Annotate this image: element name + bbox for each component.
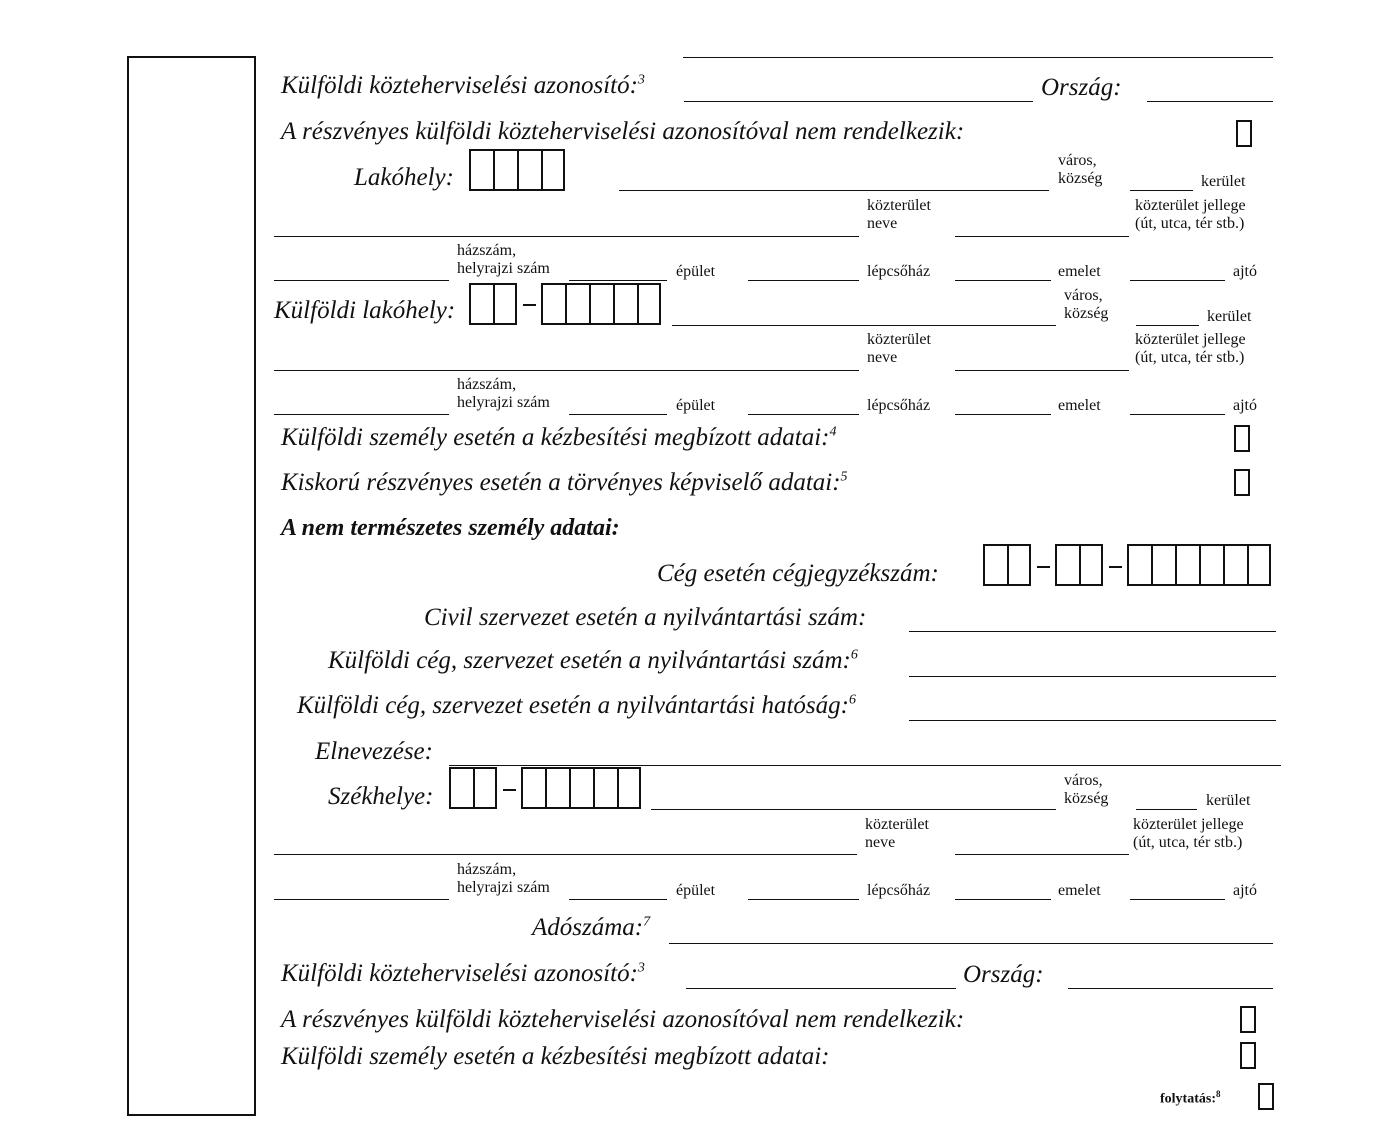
street-name-label: közterület neve: [867, 331, 931, 367]
residence-door-field[interactable]: [1130, 280, 1225, 281]
entity-delivery-agent-checkbox[interactable]: [1240, 1042, 1256, 1069]
left-margin-box: [127, 56, 256, 1116]
minor-rep-checkbox[interactable]: [1234, 469, 1250, 496]
no-foreign-tax-id-label: A részvényes külföldi közteherviselési azonosítóval nem rendelkezik:: [281, 118, 965, 145]
city-label: város, község: [1058, 152, 1103, 188]
legal-entity-heading: A nem természetes személy adatai:: [281, 515, 620, 541]
seat-building-field[interactable]: [569, 899, 667, 900]
continuation-checkbox[interactable]: [1258, 1083, 1274, 1110]
seat-label: Székhelye:: [328, 783, 434, 810]
seat-door-field[interactable]: [1130, 899, 1225, 900]
foreign-residence-district-field[interactable]: [1136, 325, 1199, 326]
district-label: kerület: [1201, 173, 1246, 190]
country-label: Ország:: [1041, 74, 1122, 101]
foreign-residence-country-boxes[interactable]: [469, 283, 517, 325]
seat-staircase-field[interactable]: [748, 899, 859, 900]
building-label: épület: [676, 263, 716, 280]
foreign-residence-street-type-field[interactable]: [955, 370, 1129, 371]
street-type-label: közterület jellege (út, utca, tér stb.): [1135, 331, 1246, 367]
foreign-residence-floor-field[interactable]: [955, 414, 1051, 415]
country-field[interactable]: [1147, 101, 1273, 102]
residence-postcode-boxes[interactable]: [469, 149, 565, 191]
door-label: ajtó: [1233, 397, 1257, 414]
foreign-tax-id-label: Külföldi közteherviselési azonosító:$^3$: [281, 72, 645, 99]
tax-number-field[interactable]: [669, 943, 1273, 944]
door-label: ajtó: [1233, 882, 1257, 899]
seat-street-name-field[interactable]: [274, 854, 857, 855]
minor-rep-label: Kiskorú részvényes esetén a törvényes képviselő adatai:$^5$: [281, 469, 848, 496]
staircase-label: lépcsőház: [867, 882, 931, 899]
residence-street-name-field[interactable]: [274, 236, 859, 237]
foreign-residence-label: Külföldi lakóhely:: [274, 297, 456, 324]
residence-house-no-field[interactable]: [274, 280, 449, 281]
foreign-residence-city-field[interactable]: [672, 325, 1056, 326]
house-no-label: házszám, helyrajzi szám: [457, 376, 550, 412]
seat-country-boxes[interactable]: [449, 767, 497, 809]
street-name-label: közterület neve: [865, 816, 929, 852]
foreign-residence-staircase-field[interactable]: [748, 414, 859, 415]
dash: [1037, 566, 1050, 568]
residence-district-field[interactable]: [1130, 190, 1193, 191]
dash: [503, 789, 516, 791]
foreign-reg-no-field[interactable]: [909, 676, 1276, 677]
foreign-residence-building-field[interactable]: [569, 414, 667, 415]
company-reg-number-boxes[interactable]: [1127, 544, 1271, 586]
seat-city-field[interactable]: [651, 809, 1056, 810]
city-label: város, község: [1064, 287, 1109, 323]
foreign-reg-auth-label: Külföldi cég, szervezet esetén a nyilvántartási hatóság:$^6$: [297, 692, 856, 719]
company-reg-type-boxes[interactable]: [1055, 544, 1103, 586]
entity-no-foreign-tax-id-checkbox[interactable]: [1240, 1006, 1256, 1033]
district-label: kerület: [1206, 792, 1251, 809]
foreign-reg-auth-field[interactable]: [909, 720, 1276, 721]
residence-staircase-field[interactable]: [748, 280, 859, 281]
company-reg-label: Cég esetén cégjegyzékszám:: [657, 560, 939, 587]
foreign-residence-street-name-field[interactable]: [274, 370, 859, 371]
entity-delivery-agent-label: Külföldi személy esetén a kézbesítési megbízott adatai:: [281, 1043, 830, 1070]
delivery-agent-checkbox[interactable]: [1234, 425, 1250, 452]
residence-street-type-field[interactable]: [955, 236, 1129, 237]
foreign-tax-id-field[interactable]: [684, 101, 1033, 102]
residence-building-field[interactable]: [569, 280, 667, 281]
building-label: épület: [676, 397, 716, 414]
entity-country-field[interactable]: [1068, 988, 1273, 989]
staircase-label: lépcsőház: [867, 397, 931, 414]
residence-label: Lakóhely:: [354, 164, 454, 191]
seat-street-type-field[interactable]: [955, 854, 1129, 855]
entity-foreign-tax-id-label: Külföldi közteherviselési azonosító:$^3$: [281, 960, 645, 987]
civil-reg-field[interactable]: [909, 631, 1276, 632]
foreign-reg-no-label: Külföldi cég, szervezet esetén a nyilvántartási szám:$^6$: [328, 647, 858, 674]
name-label: Elnevezése:: [315, 738, 433, 765]
seat-postcode-boxes[interactable]: [521, 767, 641, 809]
top-line: [683, 57, 1273, 58]
floor-label: emelet: [1058, 882, 1101, 899]
city-label: város, község: [1064, 772, 1109, 808]
entity-no-foreign-tax-id-label: A részvényes külföldi közteherviselési azonosítóval nem rendelkezik:: [281, 1006, 965, 1033]
building-label: épület: [676, 882, 716, 899]
district-label: kerület: [1207, 308, 1252, 325]
seat-district-field[interactable]: [1136, 809, 1197, 810]
company-reg-court-boxes[interactable]: [983, 544, 1031, 586]
house-no-label: házszám, helyrajzi szám: [457, 242, 550, 278]
floor-label: emelet: [1058, 263, 1101, 280]
staircase-label: lépcsőház: [867, 263, 931, 280]
continuation-label: folytatás:$^8$: [1160, 1089, 1221, 1107]
street-name-label: közterület neve: [867, 197, 931, 233]
foreign-residence-door-field[interactable]: [1130, 414, 1225, 415]
tax-number-label: Adószáma:$^7$: [532, 914, 651, 941]
seat-house-no-field[interactable]: [274, 899, 449, 900]
entity-country-label: Ország:: [963, 961, 1044, 988]
name-field[interactable]: [449, 765, 1281, 766]
foreign-residence-postcode-boxes[interactable]: [541, 283, 661, 325]
residence-floor-field[interactable]: [955, 280, 1051, 281]
civil-reg-label: Civil szervezet esetén a nyilvántartási szám:: [424, 604, 867, 631]
house-no-label: házszám, helyrajzi szám: [457, 861, 550, 897]
dash: [523, 304, 536, 306]
delivery-agent-label: Külföldi személy esetén a kézbesítési megbízott adatai:$^4$: [281, 424, 837, 451]
floor-label: emelet: [1058, 397, 1101, 414]
dash: [1109, 566, 1122, 568]
residence-city-field[interactable]: [619, 190, 1049, 191]
no-foreign-tax-id-checkbox[interactable]: [1236, 120, 1252, 147]
door-label: ajtó: [1233, 263, 1257, 280]
foreign-residence-house-no-field[interactable]: [274, 414, 449, 415]
entity-foreign-tax-id-field[interactable]: [686, 988, 956, 989]
seat-floor-field[interactable]: [955, 899, 1051, 900]
street-type-label: közterület jellege (út, utca, tér stb.): [1135, 197, 1246, 233]
street-type-label: közterület jellege (út, utca, tér stb.): [1133, 816, 1244, 852]
